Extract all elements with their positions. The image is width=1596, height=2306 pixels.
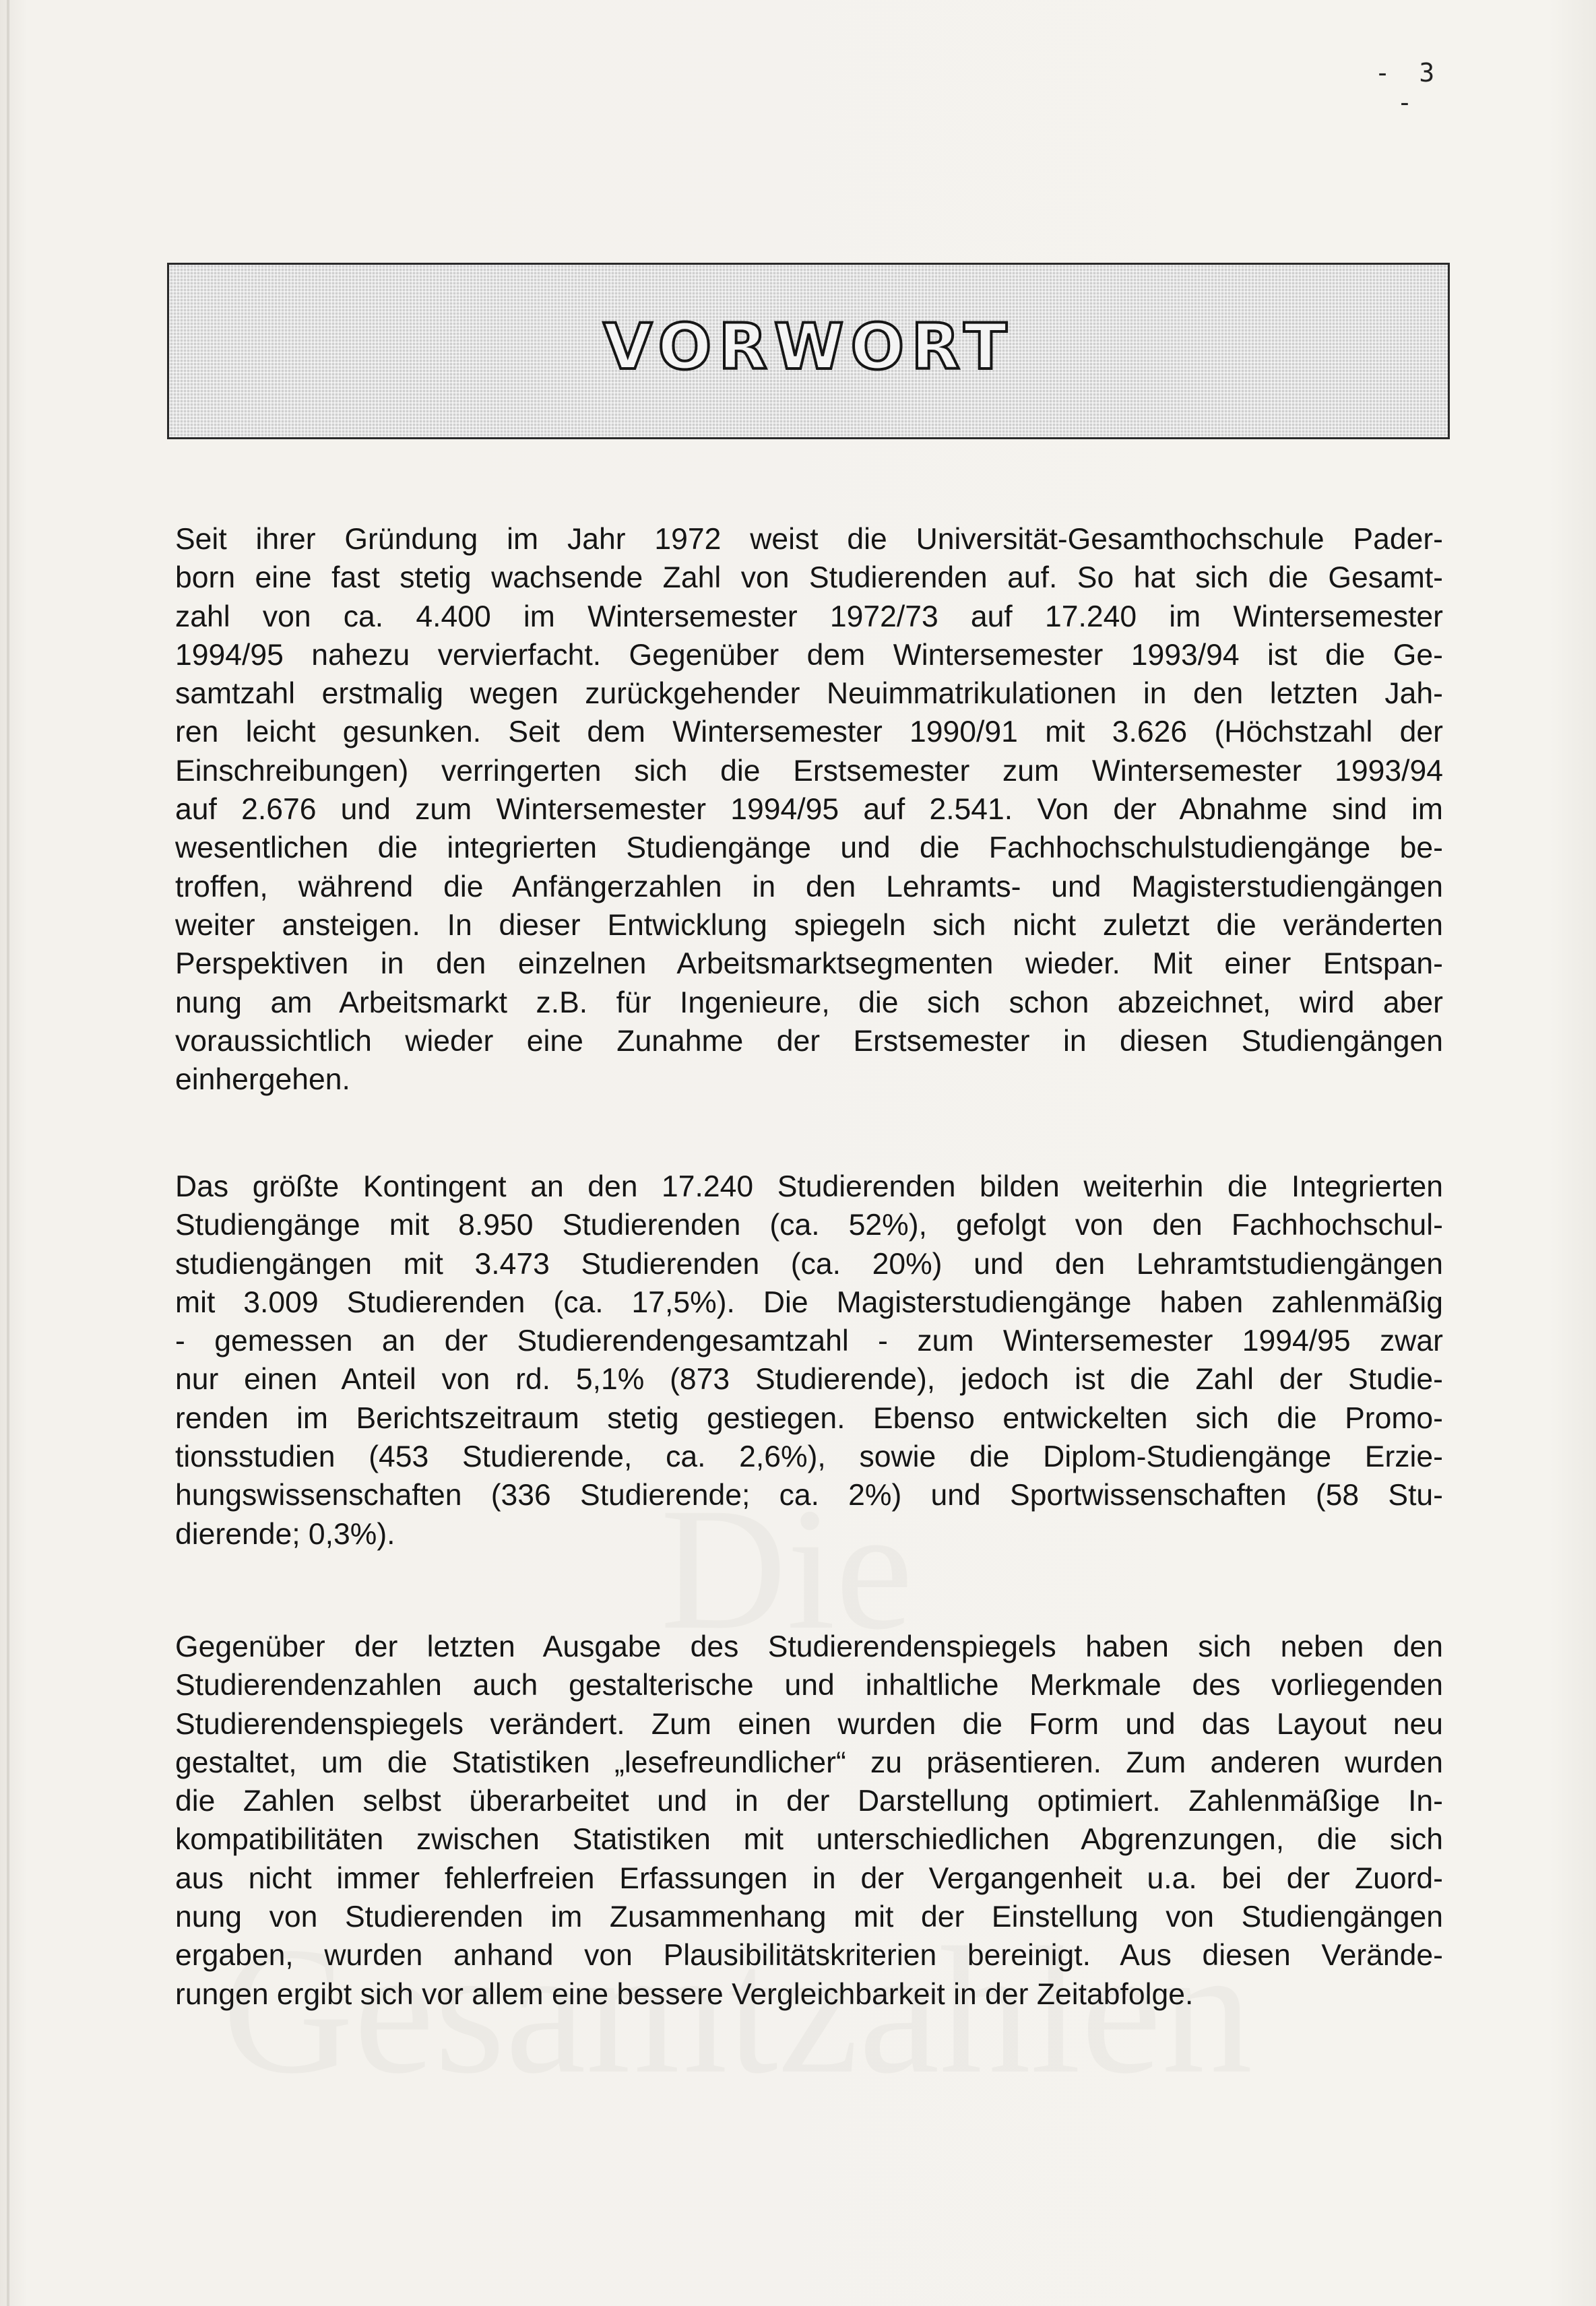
text-line: aus nicht immer fehlerfreien Erfassungen in der Vergangenheit u.a. bei der Zuord- bbox=[175, 1861, 1443, 1895]
text-line: nur einen Anteil von rd. 5,1% (873 Studierende), jedoch ist die Zahl der Studie- bbox=[175, 1363, 1443, 1397]
text-line: wesentlichen die integrierten Studiengänge und die Fachhochschulstudiengänge be- bbox=[175, 831, 1443, 865]
text-line: renden im Berichtszeitraum stetig gestiegen. Ebenso entwickelten sich die Promo- bbox=[175, 1401, 1443, 1435]
text-line: Das größte Kontingent an den 17.240 Studierenden bilden weiterhin die Integrierten bbox=[175, 1170, 1443, 1203]
text-line: weiter ansteigen. In dieser Entwicklung spiegeln sich nicht zuletzt die veränderten bbox=[175, 908, 1443, 942]
text-line: Gegenüber der letzten Ausgabe des Studierendenspiegels haben sich neben den bbox=[175, 1630, 1443, 1663]
text-line: kompatibilitäten zwischen Statistiken mit unterschiedlichen Abgrenzungen, die sich bbox=[175, 1823, 1443, 1857]
page-title: VORWORT bbox=[603, 311, 1014, 384]
page-edge bbox=[7, 0, 9, 2306]
text-line: Studierendenzahlen auch gestalterische und inhaltliche Merkmale des vorliegenden bbox=[175, 1669, 1443, 1702]
paragraph-2 bbox=[175, 1167, 1443, 1554]
paragraph-1 bbox=[175, 520, 1443, 1099]
text-line: die Zahlen selbst überarbeitet und in der Darstellung optimiert. Zahlenmäßige In- bbox=[175, 1785, 1443, 1818]
text-line: troffen, während die Anfängerzahlen in den Lehramts- und Magisterstudiengängen bbox=[175, 870, 1443, 903]
text-line: Perspektiven in den einzelnen Arbeitsmarktsegmenten wieder. Mit einer Entspan- bbox=[175, 947, 1443, 981]
text-line: rungen ergibt sich vor allem eine bessere Vergleichbarkeit in der Zeitabfolge. bbox=[175, 1977, 1194, 2011]
text-line: samtzahl erstmalig wegen zurückgehender Neuimmatrikulationen in den letzten Jah- bbox=[175, 677, 1443, 711]
text-line: nung am Arbeitsmarkt z.B. für Ingenieure, die sich schon abzeichnet, wird aber bbox=[175, 986, 1443, 1019]
text-line: hungswissenschaften (336 Studierende; ca. 2%) und Sportwissenschaften (58 Stu- bbox=[175, 1479, 1443, 1512]
text-line: voraussichtlich wieder eine Zunahme der Erstsemester in diesen Studiengängen bbox=[175, 1024, 1443, 1058]
text-line: auf 2.676 und zum Wintersemester 1994/95 auf 2.541. Von der Abnahme sind im bbox=[175, 793, 1443, 827]
title-banner bbox=[167, 263, 1450, 439]
text-line: mit 3.009 Studierenden (ca. 17,5%). Die Magisterstudiengänge haben zahlenmäßig bbox=[175, 1285, 1443, 1319]
page-number: - 3 - bbox=[1374, 58, 1442, 117]
text-line: Studiengänge mit 8.950 Studierenden (ca. 52%), gefolgt von den Fachhochschul- bbox=[175, 1209, 1443, 1242]
text-line: Studierendenspiegels verändert. Zum einen wurden die Form und das Layout neu bbox=[175, 1707, 1443, 1741]
text-line: 1994/95 nahezu vervierfacht. Gegenüber dem Wintersemester 1993/94 ist die Ge- bbox=[175, 638, 1443, 672]
text-line: studiengängen mit 3.473 Studierenden (ca. 20%) und den Lehramtstudiengängen bbox=[175, 1247, 1443, 1281]
text-line: - gemessen an der Studierendengesamtzahl - zum Wintersemester 1994/95 zwar bbox=[175, 1324, 1443, 1358]
text-line: dierende; 0,3%). bbox=[175, 1517, 395, 1551]
text-line: zahl von ca. 4.400 im Wintersemester 1972/73 auf 17.240 im Wintersemester bbox=[175, 600, 1443, 633]
paragraph-3 bbox=[175, 1628, 1443, 2014]
text-line: ren leicht gesunken. Seit dem Wintersemester 1990/91 mit 3.626 (Höchstzahl der bbox=[175, 715, 1443, 749]
text-line: Einschreibungen) verringerten sich die Erstsemester zum Wintersemester 1993/94 bbox=[175, 754, 1443, 788]
text-line: einhergehen. bbox=[175, 1063, 350, 1097]
text-line: gestaltet, um die Statistiken „lesefreundlicher“ zu präsentieren. Zum anderen wurden bbox=[175, 1745, 1443, 1779]
text-line: Seit ihrer Gründung im Jahr 1972 weist die Universität-Gesamthochschule Pader- bbox=[175, 523, 1443, 556]
text-line: ergaben, wurden anhand von Plausibilitätskriterien bereinigt. Aus diesen Verände- bbox=[175, 1939, 1443, 1973]
text-line: tionsstudien (453 Studierende, ca. 2,6%), sowie die Diplom-Studiengänge Erzie- bbox=[175, 1440, 1443, 1474]
text-line: nung von Studierenden im Zusammenhang mit der Einstellung von Studiengängen bbox=[175, 1900, 1443, 1934]
text-line: born eine fast stetig wachsende Zahl von Studierenden auf. So hat sich die Gesamt- bbox=[175, 561, 1443, 595]
